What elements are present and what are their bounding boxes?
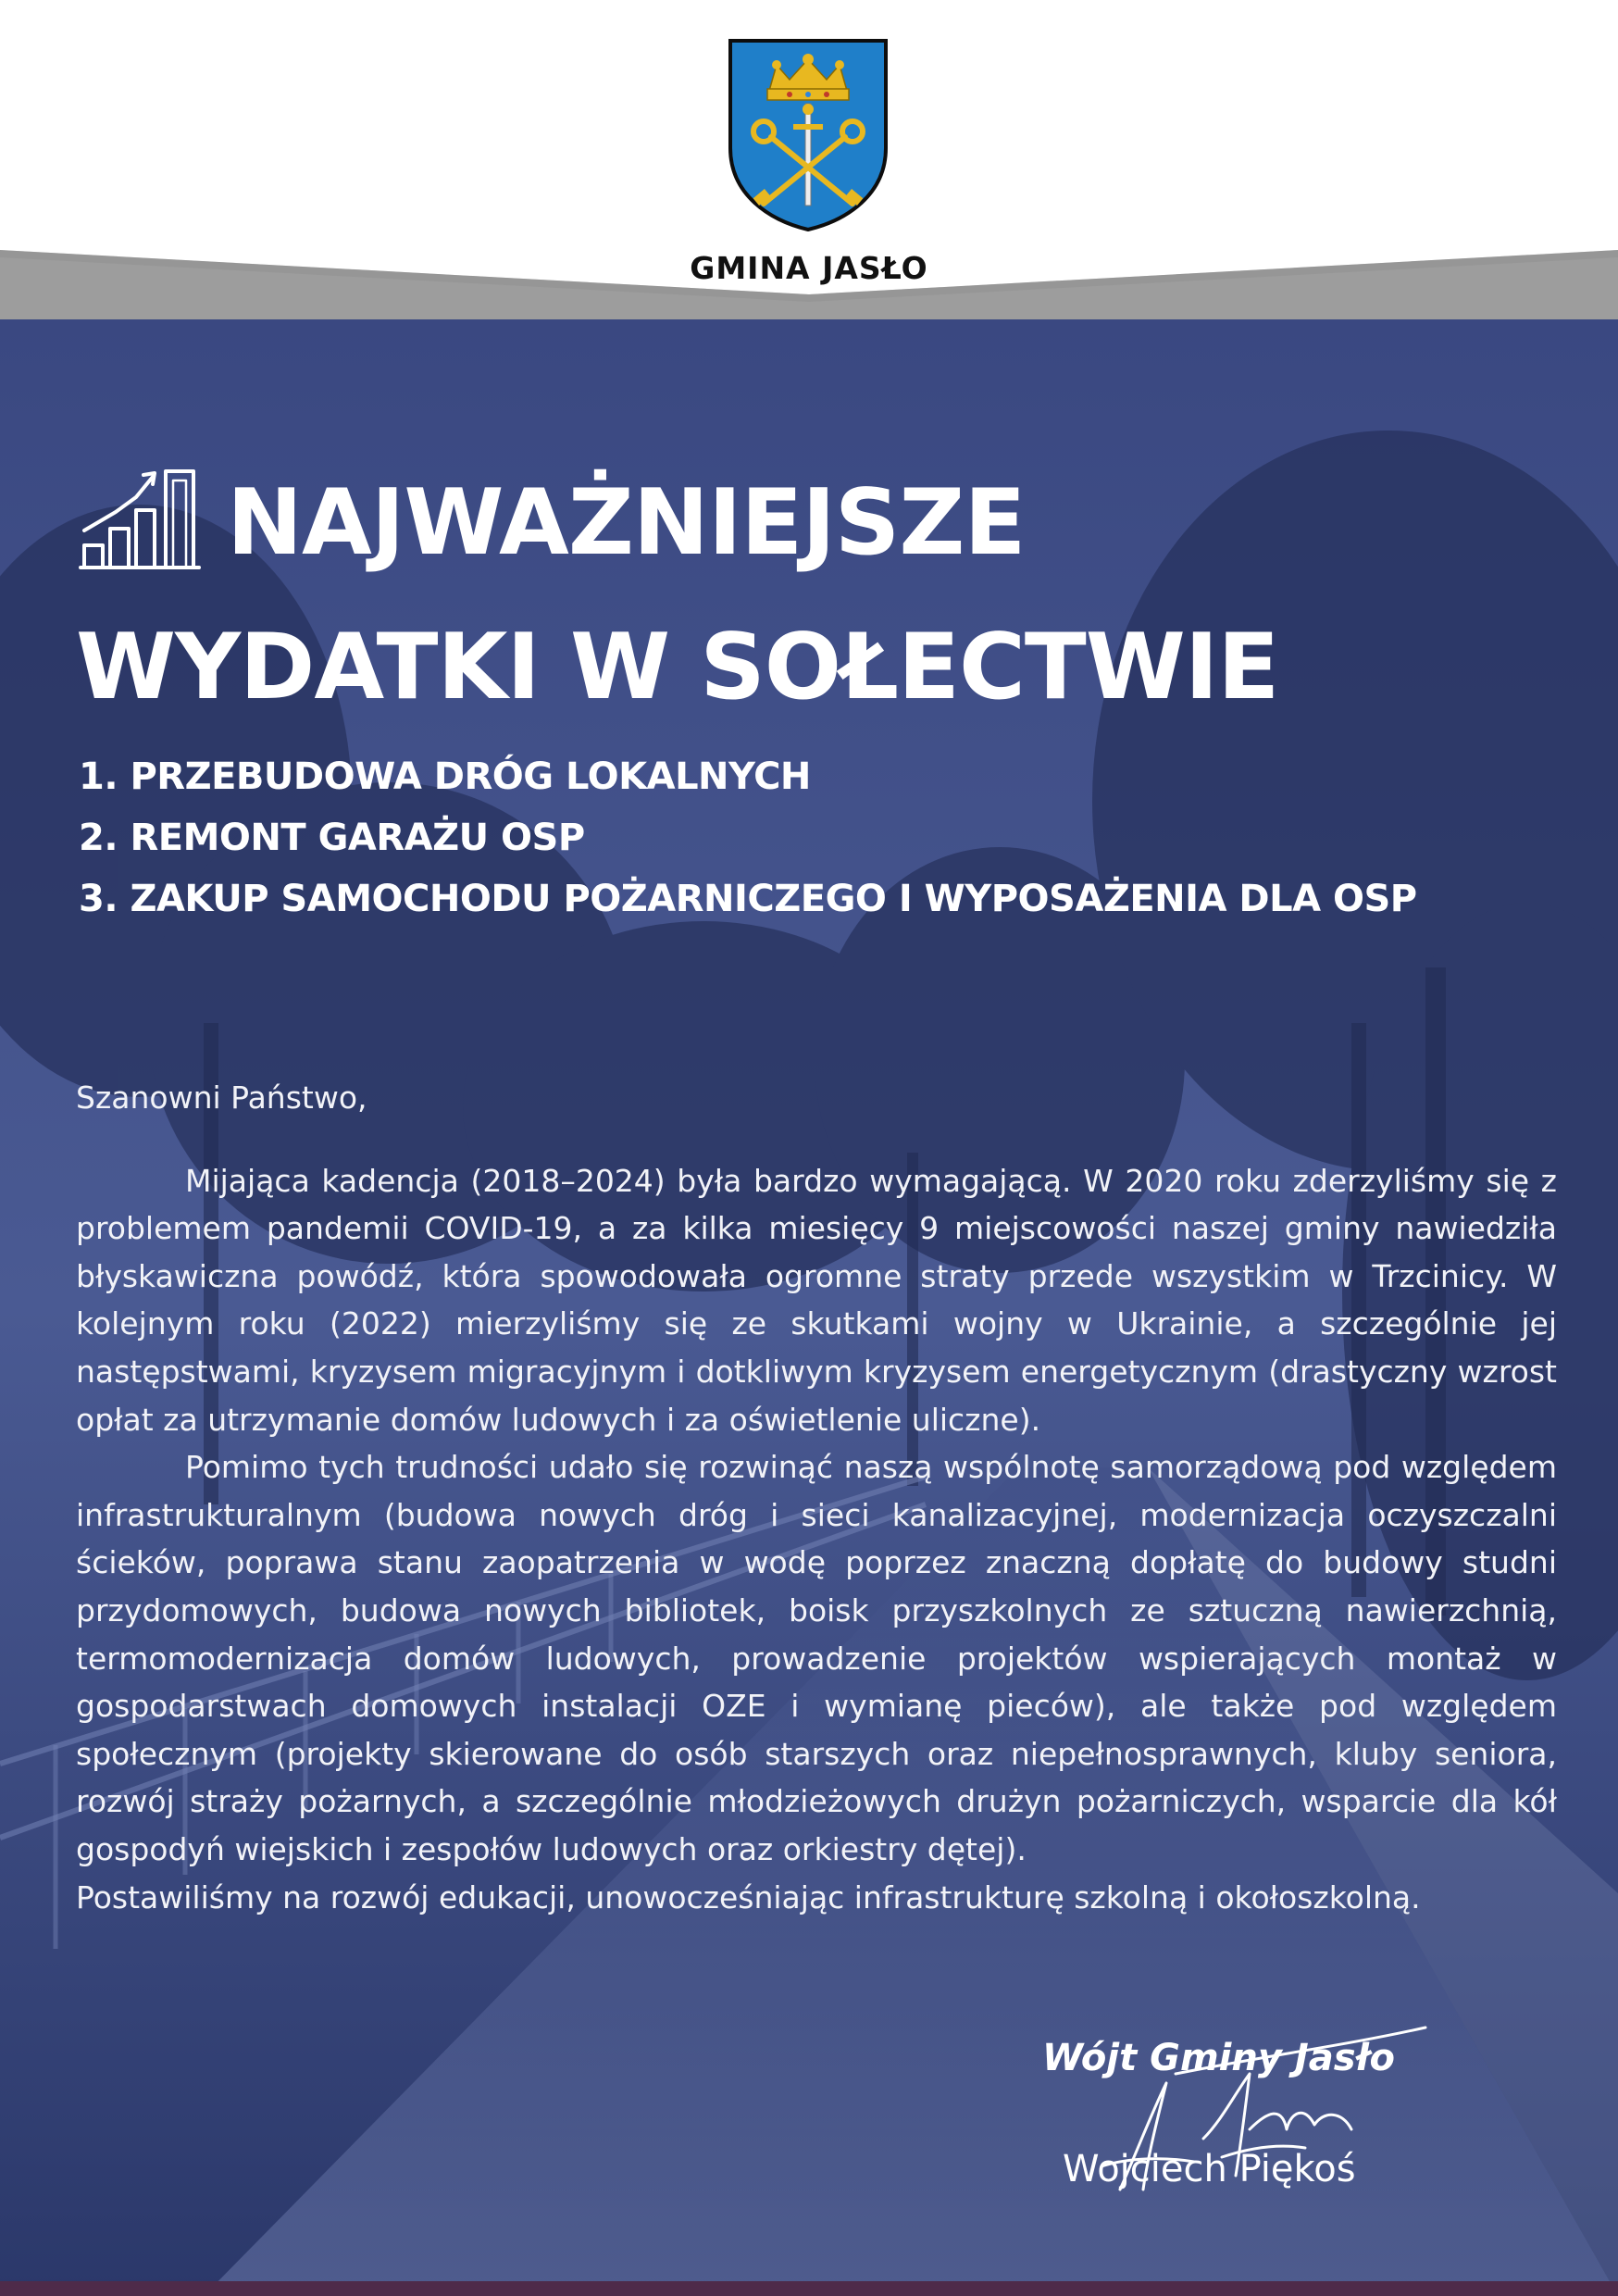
expenses-list [79,746,1417,930]
section-title-line2: WYDATKI W SOŁECTWIE [76,615,1279,720]
page-header [0,0,1618,319]
letter-paragraph: Postawiliśmy na rozwój edukacji, unowocześniając infrastrukturę szkolną i okołoszkolną. [76,1878,1421,1915]
municipality-name: GMINA JASŁO [690,250,928,286]
letter-paragraph: Mijająca kadencja (2018–2024) była bardzo wymagającą. W 2020 roku zderzyliśmy się z problemem pandemii COVID-19, a za kilka miesięcy 9 miejscowości naszej gminy nawiedziła błyskawiczna powódź, która spowodowała ogromne straty przede wszystkim w Trzcinicy. W kolejnym roku (2022) mierzyliśmy się ze skutkami wojny w Ukrainie, a szczególnie jej następstwami, kryzysem migracyjnym i dotkliwym kryzysem energetycznym (drastyczny wzrost opłat za utrzymanie domów ludowych i za oświetlenie uliczne). [76,1162,1557,1438]
list-item: 2. REMONT GARAŻU OSP [79,817,585,859]
growth-chart-icon [79,468,201,571]
letter-paragraph: Pomimo tych trudności udało się rozwinąć naszą wspólnotę samorządową pod względem infrastrukturalnym (budowa nowych dróg i sieci kanalizacyjnej, modernizacja oczyszczalni ścieków, poprawa stanu zaopatrzenia w wodę poprzez znaczną dopłatę do budowy studni przydomowych, budowa nowych bibliotek, boisk przyszkolnych ze sztuczną nawierzchnią, termomodernizacja domów ludowych, prowadzenie projektów wspierających montaż w gospodarstwach domowych instalacji OZE i wymianę pieców), ale także pod względem społecznym (projekty skierowane do osób starszych oraz niepełnosprawnych, kluby seniora, rozwój straży pożarnych, a szczególnie młodzieżowych drużyn pożarniczych, wsparcie dla kół gospodyń wiejskich i zespołów ludowych oraz orkiestry dętej). [76,1449,1557,1867]
letter-greeting: Szanowni Państwo, [76,1079,367,1116]
letter-body [76,1074,1557,1921]
list-item: 3. ZAKUP SAMOCHODU POŻARNICZEGO I WYPOSAŻENIA DLA OSP [79,878,1417,920]
signature-title: Wójt Gminy Jasło [1042,2037,1396,2079]
section-title-line1: NAJWAŻNIEJSZE [227,470,1026,576]
footer-strip [0,2281,1618,2296]
coat-of-arms-icon [727,37,890,233]
signature-name: Wojciech Piękoś [1063,2148,1356,2190]
list-item: 1. PRZEBUDOWA DRÓG LOKALNYCH [79,755,811,798]
